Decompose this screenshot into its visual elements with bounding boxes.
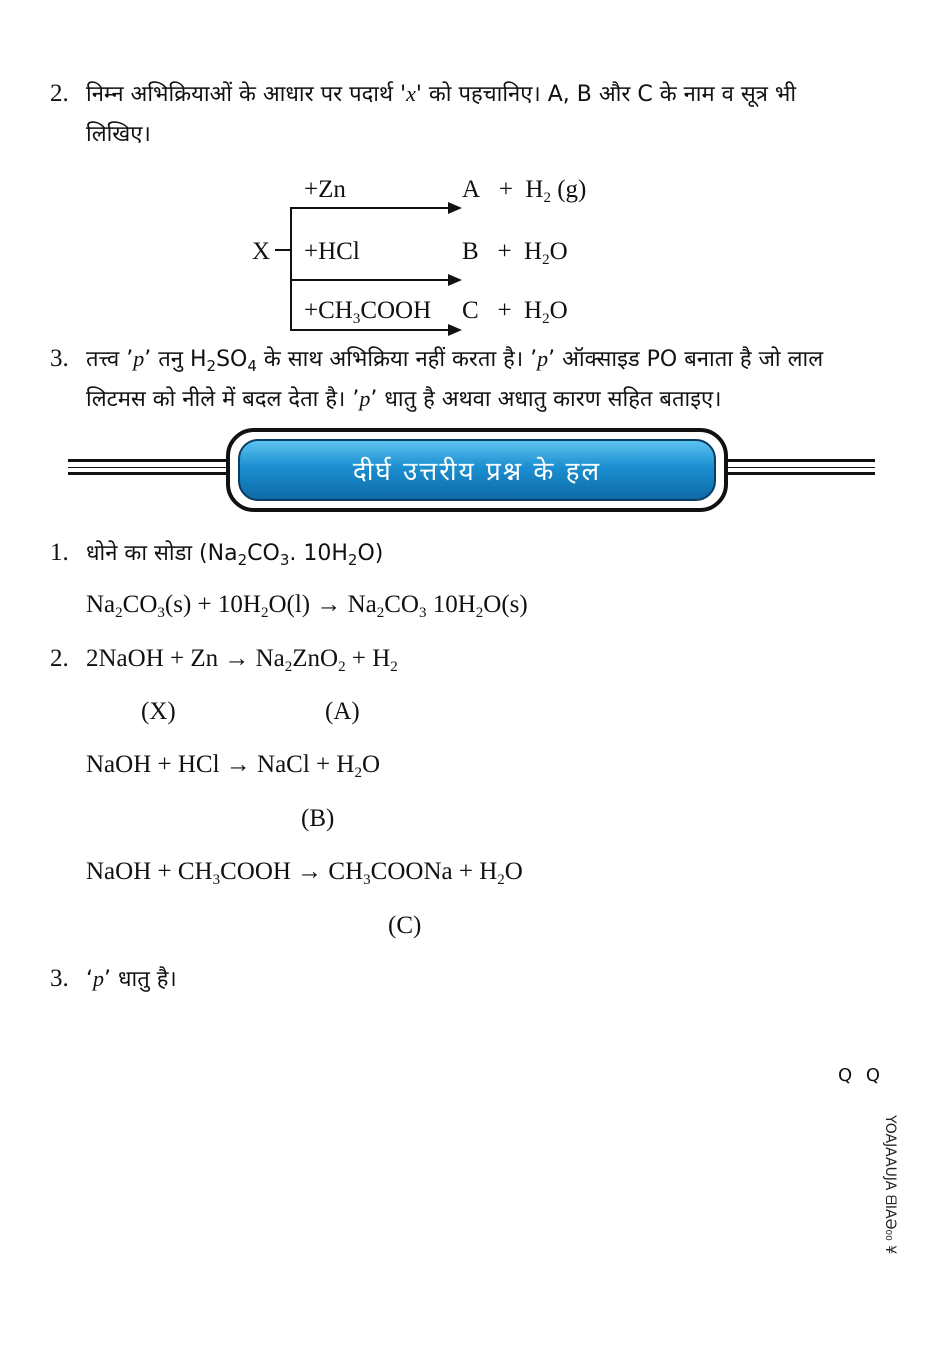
a1-ea: Na: [86, 591, 116, 618]
branch1-reagent: +Zn: [304, 176, 346, 203]
a2-e1s2: 2: [338, 659, 346, 675]
plus-3: +: [497, 297, 512, 324]
by1-b: (g): [550, 176, 587, 203]
a1-es6: 2: [475, 605, 484, 621]
a1-es2: 3: [157, 605, 165, 621]
arrow3-head-icon: [448, 324, 462, 336]
page-mark: Q Q: [838, 1065, 885, 1086]
q3-e: ’ ऑक्साइड PO बनाता है जो लाल: [548, 347, 824, 372]
a2-e3d: O: [504, 858, 523, 885]
q2-number: 2.: [50, 80, 69, 107]
q3-var1: p: [133, 346, 145, 371]
a2-equation-3: [86, 858, 523, 886]
a2-e3s1: 3: [212, 872, 221, 888]
a1-equation: [86, 591, 528, 619]
branch2-reagent: +HCl: [304, 238, 360, 265]
a2-e2s1: 2: [354, 765, 362, 781]
a3-var: p: [93, 966, 104, 991]
arrow1-head-icon: [448, 202, 462, 214]
a2-e1b: ZnO: [292, 645, 339, 672]
a2-e1c: + H: [345, 645, 391, 672]
a2-equation-2: [86, 751, 380, 779]
q3-l2b: ’ धातु है अथवा अधातु कारण सहित बताइए।: [370, 387, 722, 412]
a1-eb: CO: [122, 591, 158, 618]
banner-title: दीर्घ उत्तरीय प्रश्न के हल: [352, 457, 602, 487]
banner-rule-left-3: [68, 472, 226, 475]
a1-l1d: O): [357, 541, 384, 566]
q3-line1: [86, 343, 823, 373]
a1-l1s1: 2: [237, 551, 248, 569]
a1-line1: [86, 537, 383, 567]
by3-a: H: [524, 297, 543, 324]
q3-c: SO: [216, 347, 248, 372]
q3-var3: p: [359, 386, 371, 411]
a2-e1s1: 2: [284, 659, 293, 675]
a2-e2a: NaOH + HCl → NaCl + H: [86, 751, 355, 778]
a2-e1a: 2NaOH + Zn → Na: [86, 645, 285, 672]
side-text: YOAJAAUJA ᗺIAƏ₀₀ ¥: [882, 1115, 898, 1255]
a1-es1: 2: [115, 605, 123, 621]
product-a: A: [462, 176, 481, 203]
vertical-line: [290, 207, 292, 330]
product-a-row: [462, 176, 586, 204]
q2-text-b: ' को पहचानिए। A, B और C के नाम व सूत्र भी: [415, 82, 797, 107]
a3-line: [86, 963, 177, 993]
a1-l1s3: 2: [347, 551, 358, 569]
label-a: (A): [325, 698, 360, 725]
q3-a: तत्त्व ’: [86, 347, 134, 372]
by1-a: H: [525, 176, 544, 203]
product-c-row: [462, 297, 568, 325]
a3-b: ’ धातु है।: [104, 967, 177, 992]
a3-a: ‘: [86, 967, 93, 992]
by2-b: O: [549, 238, 568, 265]
by1-sub: 2: [543, 190, 551, 206]
arrow2-head-icon: [448, 274, 462, 286]
plus-2: +: [497, 238, 512, 265]
b3-sub: 3: [352, 311, 361, 327]
a1-number: 1.: [50, 539, 69, 566]
a2-e3b: COOH → CH: [220, 858, 364, 885]
a2-equation-1: [86, 645, 398, 673]
plus-1: +: [498, 176, 513, 203]
q3-sub2: 4: [247, 357, 257, 375]
product-b: B: [462, 238, 479, 265]
a1-es4: 2: [376, 605, 385, 621]
arrow2-line: [290, 279, 450, 281]
q2-var: x: [406, 81, 416, 106]
q3-d: के साथ अभिक्रिया नहीं करता है। ’: [256, 347, 538, 372]
banner-inner: [238, 439, 716, 501]
banner-rule-right-1: [720, 459, 875, 462]
a2-e2b: O: [361, 751, 381, 778]
by2-a: H: [524, 238, 543, 265]
by2-sub: 2: [542, 252, 550, 268]
banner-rule-left-1: [68, 459, 226, 462]
side-text-block: [870, 1115, 930, 1295]
b3-a: +CH: [304, 297, 353, 324]
a1-l1c: . 10H: [289, 541, 348, 566]
reactant-x: X: [252, 238, 271, 265]
q2-line1: [86, 78, 796, 108]
a2-e1s3: 2: [390, 659, 398, 675]
product-b-row: [462, 238, 568, 266]
q3-b: ’ तनु H: [144, 347, 207, 372]
a1-es5: 3: [418, 605, 427, 621]
a2-e3c: COONa + H: [370, 858, 498, 885]
banner-rule-right-3: [720, 472, 875, 475]
a1-es3: 2: [260, 605, 269, 621]
stem-line: [275, 249, 291, 251]
q3-line2: [86, 383, 722, 413]
label-b: (B): [301, 805, 335, 832]
a1-eg: O(s): [483, 591, 528, 618]
a1-ed: O(l) → Na: [268, 591, 377, 618]
a1-l1s2: 3: [279, 551, 290, 569]
a3-number: 3.: [50, 965, 69, 992]
a2-e3s3: 2: [497, 872, 505, 888]
a1-l1a: धोने का सोडा (Na: [86, 541, 238, 566]
product-c: C: [462, 297, 479, 324]
b3-b: COOH: [360, 297, 432, 324]
a2-e3a: NaOH + CH: [86, 858, 213, 885]
arrow1-line: [290, 207, 450, 209]
q3-var2: p: [537, 346, 549, 371]
banner-rule-left-2: [68, 467, 226, 468]
label-x: (X): [141, 698, 176, 725]
section-banner: [226, 428, 728, 512]
a2-e3s2: 3: [363, 872, 371, 888]
a2-number: 2.: [50, 645, 69, 672]
banner-rule-right-2: [720, 467, 875, 468]
q2-text-a: निम्न अभिक्रियाओं के आधार पर पदार्थ ': [86, 82, 407, 107]
by3-sub: 2: [542, 311, 550, 327]
branch3-reagent: [304, 297, 431, 325]
q3-l2a: लिटमस को नीले में बदल देता है। ’: [86, 387, 360, 412]
by3-b: O: [549, 297, 568, 324]
a1-ee: CO: [384, 591, 419, 618]
q2-line2: लिखिए।: [86, 122, 151, 147]
q3-number: 3.: [50, 345, 69, 372]
a1-l1b: CO: [247, 541, 280, 566]
arrow3-line: [290, 329, 450, 331]
a1-ec: (s) + 10H: [164, 591, 261, 618]
a1-ef: 10H: [426, 591, 476, 618]
label-c: (C): [388, 912, 422, 939]
q3-sub1: 2: [206, 357, 217, 375]
